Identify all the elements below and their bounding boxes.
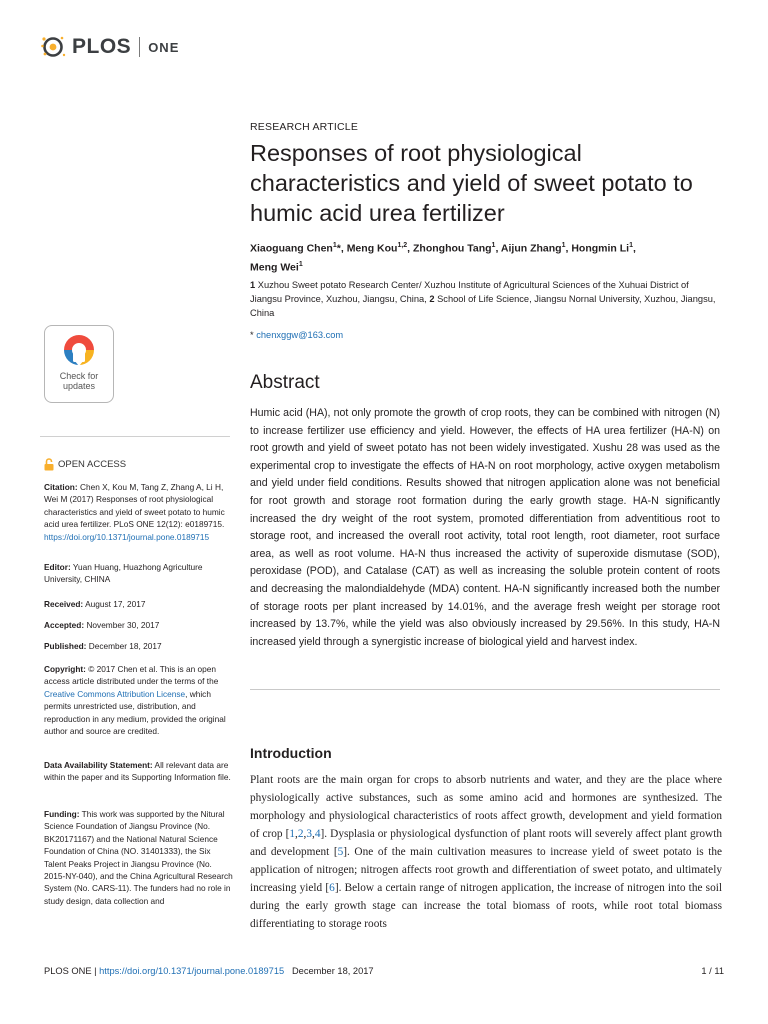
- intro-segment: ]. Dysplasia or physiological dysfunction of plant roots will severely affect plant growth and development [: [250, 828, 722, 858]
- citation-text: Chen X, Kou M, Tang Z, Zhang A, Li H, Wei M (2017) Responses of root physiological characteristics and yield of sweet potato to humic acid urea fertilizer. PLoS ONE 12(12): e0189715.: [44, 482, 225, 530]
- page-number: 1 / 11: [701, 966, 724, 976]
- correspondence-mark: *: [250, 330, 254, 340]
- published-date: December 18, 2017: [88, 641, 162, 651]
- introduction-heading: Introduction: [250, 745, 332, 761]
- check-for-updates-button[interactable]: [44, 325, 114, 403]
- intro-segment: ]. One of the main cultivation measures to increase yield of sweet potato is the application of nitrogen; nitrogen affects root growth and differentiation of sweet potato, and ultimately increasing yield [: [250, 846, 722, 894]
- author-affil-sup: 1: [561, 242, 566, 249]
- editor-text: Yuan Huang, Huazhong Agriculture University, CHINA: [44, 562, 203, 585]
- reference-link[interactable]: 5: [337, 846, 344, 858]
- reference-link[interactable]: 2: [297, 828, 304, 840]
- author-affil-sup: 1: [491, 242, 496, 249]
- published-block: [44, 640, 234, 652]
- funding-label: Funding:: [44, 809, 80, 819]
- intro-segment: ]. Below a certain range of nitrogen application, the increase of nitrogen into the soil during the early growth stage can increase the total biomass of roots, while root total biomass differentiating to storage roots: [250, 882, 722, 930]
- plos-logo-icon: [40, 34, 70, 60]
- data-availability-block: [44, 759, 234, 784]
- author-affil-sup: 1,2: [397, 242, 408, 249]
- intro-segment: ,: [295, 828, 298, 840]
- citation-doi-link[interactable]: https://doi.org/10.1371/journal.pone.0189715: [44, 531, 210, 542]
- accepted-label: Accepted:: [44, 620, 85, 630]
- data-availability-text: All relevant data are within the paper and its Supporting Information file.: [44, 760, 231, 783]
- open-access-badge: [44, 458, 126, 471]
- logo-divider: [139, 37, 140, 57]
- author-list: Xiaoguang Chen$^1$*, Meng Kou$^{1,2}$, Zhonghou Tang$^1$, Aijun Zhang$^1$, Hongmin Li$^1$, Meng Wei$^1$: [250, 242, 636, 273]
- author-affil-sup: 1: [629, 242, 633, 249]
- author-affil-sup: 1: [298, 260, 303, 268]
- intro-segment: Plant roots are the main organ for crops to absorb nutrients and water, and they are the place where physiologically active substances, such as some amino acid and hormones are synthesized. The morphology and physiological characteristics of roots affect growth, development and yield formation of crop [: [250, 774, 722, 840]
- check-updates-label: Check for updates: [59, 371, 99, 391]
- author-name: Meng Wei: [250, 261, 299, 273]
- intro-segment: ,: [303, 828, 307, 840]
- affiliation-number: 1: [250, 280, 256, 290]
- funding-text: This work was supported by the Nitural Science Foundation of Jiangsu Province (No. BK20171167) and the National Natural Science Foundation of China (NO. 31401333), the Six Talent Peaks Project in Jiangsu Province (No. 2015-NY-040), and the China Agricultural Research System (No. CARS-11). The funders had no role in study design, data collection and: [44, 809, 233, 906]
- received-date: August 17, 2017: [85, 599, 146, 609]
- open-lock-icon: [44, 458, 54, 471]
- author-name: Zhonghou Tang: [413, 242, 492, 255]
- author-affil-sup: 1: [332, 242, 337, 249]
- received-block: [44, 598, 234, 610]
- copyright-text: © 2017 Chen et al. This is an open access article distributed under the terms of the: [44, 664, 219, 687]
- affiliation-text: School of Life Science, Jiangsu Nornal University, Xuzhou, Jiangsu, China: [250, 294, 716, 318]
- introduction-text: [250, 771, 722, 933]
- author-name: Meng Kou: [346, 242, 398, 255]
- copyright-block: [44, 663, 234, 737]
- data-availability-label: Data Availability Statement:: [44, 760, 153, 770]
- footer-date: December 18, 2017: [291, 966, 374, 976]
- article-title: Responses of root physiological characteristics and yield of sweet potato to humic acid urea fertilizer: [250, 140, 693, 226]
- abstract-text: Humic acid (HA), not only promote the growth of crop roots, they can be combined with nitrogen (N) to increase fertilizer use efficiency and yield. However, the effects of HA urea fertilizer (HA-N) on root growth and yield of sweet potato has not been widely investigated. Xushu 28 was used as the experimental crop to investigate the effects of HA-N on root morphology, active oxygen metabolism and yield under field conditions. Results showed that nitrogen application alone was not beneficial for root growth and storage root formation during the early growth stage. HA-N significantly increased the dry weight of the root system, promoted differentiation from adventitious root to storage root, and increased the overall root activity, total root length, root diameter, root surface area, as well as root volume. HA-N thus increased the activity of superoxide dismutase (SOD), peroxidase (POD), and Catalase (CAT) as well as increasing the soluble protein content of roots and decreasing the malondialdehyde (MDA) content. HA-N significantly increased both the number of storage roots per plant increased by 14.01%, and the average fresh weight per storage root increased by 13.7%, while the yield was also obviously increased by 29.56%. In this study, HA-N increased yield through a synergistic increase of biological yield and harvest index.: [250, 407, 720, 648]
- author-name: Xiaoguang Chen: [250, 242, 333, 255]
- received-label: Received:: [44, 599, 84, 609]
- logo-plos-text: PLOS: [72, 35, 132, 58]
- citation-label: Citation:: [44, 482, 78, 492]
- editor-block: [44, 561, 234, 586]
- author-name: Hongmin Li: [571, 242, 630, 255]
- correspondence-email-link[interactable]: chenxggw@163.com: [256, 330, 344, 340]
- corresponding-mark: *: [336, 242, 341, 255]
- reference-link[interactable]: 6: [329, 882, 335, 894]
- license-link[interactable]: Creative Commons Attribution License: [44, 688, 186, 699]
- copyright-text-cont: , which permits unrestricted use, distribution, and reproduction in any medium, provided the original author and source are credited.: [44, 688, 226, 737]
- footer-journal: PLOS ONE |: [44, 966, 97, 976]
- page-footer: [44, 966, 374, 976]
- author-name: Aijun Zhang: [500, 242, 562, 255]
- section-divider: [250, 689, 720, 690]
- intro-segment: ,: [312, 828, 315, 840]
- footer-doi-link[interactable]: https://doi.org/10.1371/journal.pone.0189715: [99, 966, 285, 976]
- affiliation-text: Xuzhou Sweet potato Research Center/ Xuzhou Institute of Agricultural Sciences of the Xuhuai District of Jiangsu Province, Xuzhou, Jiangsu, China,: [250, 280, 689, 304]
- check-updates-icon: [61, 332, 97, 370]
- abstract-heading: Abstract: [250, 372, 320, 393]
- reference-link[interactable]: 4: [314, 828, 321, 840]
- affiliations: [250, 278, 720, 320]
- logo-journal-text: ONE: [148, 39, 180, 55]
- copyright-label: Copyright:: [44, 664, 86, 674]
- accepted-block: [44, 619, 234, 631]
- citation-block: [44, 481, 234, 543]
- article-type: RESEARCH ARTICLE: [250, 121, 359, 133]
- reference-link[interactable]: 3: [306, 828, 313, 840]
- funding-block: [44, 808, 234, 907]
- sidebar-divider: [40, 436, 230, 437]
- published-label: Published:: [44, 641, 87, 651]
- affiliation-number: 2: [429, 294, 435, 304]
- correspondence: [250, 330, 343, 340]
- editor-label: Editor:: [44, 562, 71, 572]
- reference-link[interactable]: 1: [289, 828, 296, 840]
- open-access-label: OPEN ACCESS: [58, 459, 127, 470]
- plos-one-logo: [40, 34, 179, 60]
- accepted-date: November 30, 2017: [86, 620, 160, 630]
